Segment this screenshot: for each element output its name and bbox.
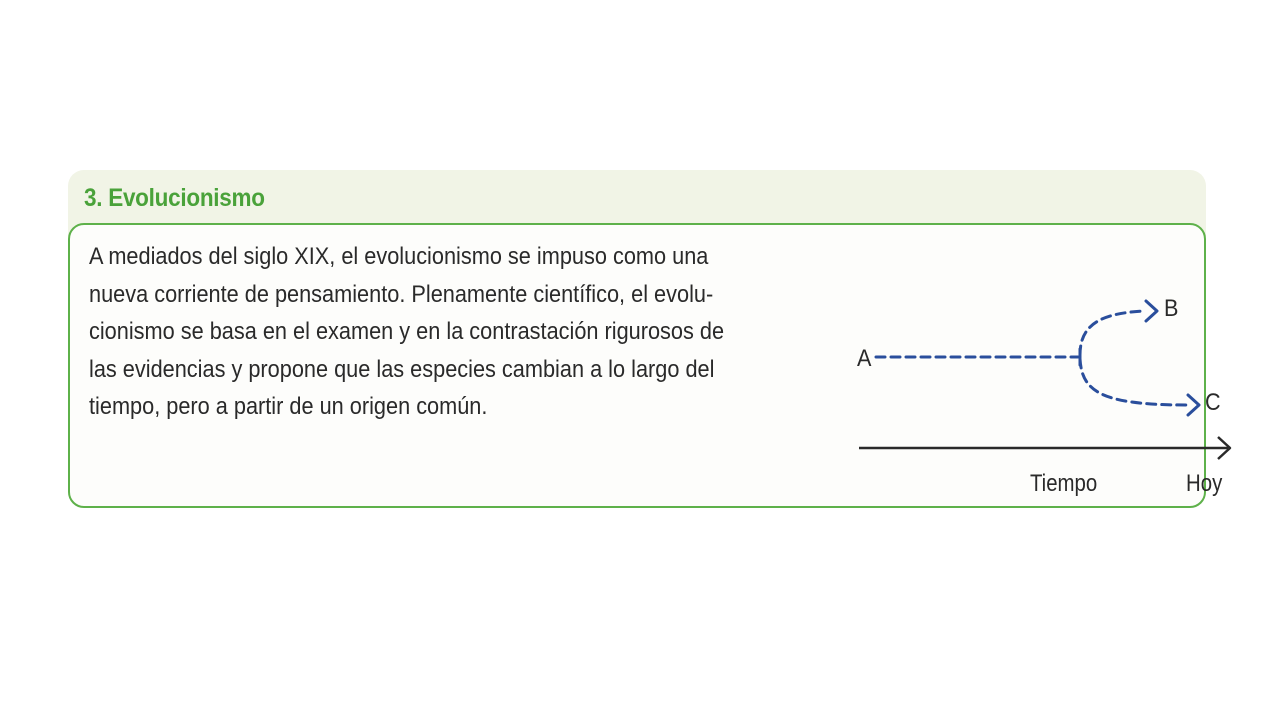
node-a-label: A xyxy=(857,343,872,372)
body-line: tiempo, pero a partir de un origen común. xyxy=(89,393,488,420)
body-line: A mediados del siglo XIX, el evolucionismo se impuso como una xyxy=(89,243,709,270)
branch-to-b-line xyxy=(1080,311,1145,355)
branch-to-c-line xyxy=(1080,359,1187,405)
node-c-label: C xyxy=(1205,387,1221,416)
arrowhead-c-icon xyxy=(1188,395,1199,415)
axis-label-tiempo: Tiempo xyxy=(1030,469,1098,497)
card-body xyxy=(68,223,1223,508)
body-line: las evidencias y propone que las especies cambian a lo largo del xyxy=(89,355,715,383)
arrowhead-b-icon xyxy=(1146,301,1157,321)
body-line: nueva corriente de pensamiento. Plenamente científico, el evolu- xyxy=(89,280,714,308)
evolution-diagram xyxy=(850,255,1223,497)
body-line: cionismo se basa en el examen y en la contrastación rigurosos de xyxy=(89,318,725,345)
section-title: 3. Evolucionismo xyxy=(84,184,265,212)
body-paragraph xyxy=(89,238,813,426)
evolucionismo-card xyxy=(68,170,1223,508)
axis-label-hoy: Hoy xyxy=(1186,469,1223,497)
node-b-label: B xyxy=(1164,293,1179,322)
